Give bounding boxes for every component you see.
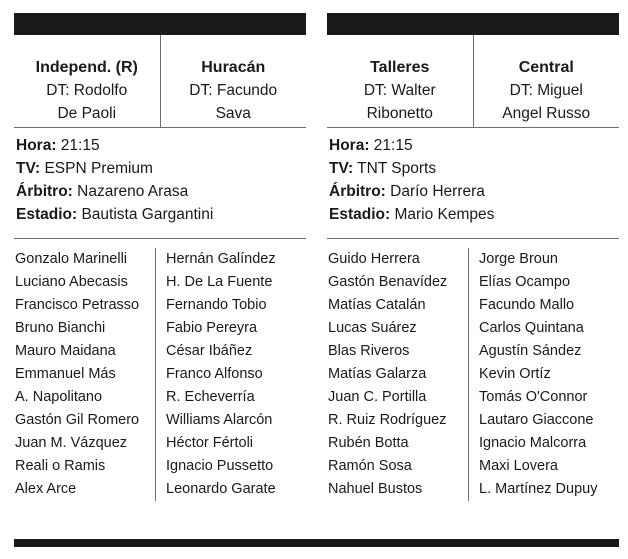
stadium: Mario Kempes [394,206,495,223]
player: Fernando Tobio [166,297,267,313]
away-coach-line2: Sava [215,105,251,122]
teams-header [14,35,306,128]
player: Matías Catalán [328,297,426,313]
home-team-name: Talleres [370,59,430,76]
referee-row [14,180,306,203]
player: Kevin Ortíz [479,366,551,382]
home-lineup [327,248,468,501]
player: Williams Alarcón [166,412,273,428]
player: Agustín Sández [479,343,582,359]
player: Reali o Ramis [15,458,106,474]
footer-bar [14,539,619,547]
match-info [14,128,306,239]
player: Ignacio Pussetto [166,458,274,474]
match-info [327,128,619,239]
player: Gonzalo Marinelli [15,251,128,267]
player: Gastón Benavídez [328,274,448,290]
stadium: Bautista Gargantini [81,206,214,223]
player: Lautaro Giaccone [479,412,594,428]
player: Maxi Lovera [479,458,558,474]
player: Luciano Abecasis [15,274,128,290]
player: L. Martínez Dupuy [479,481,598,497]
player: Jorge Broun [479,251,558,267]
stadium-label: Estadio: [329,206,391,223]
home-coach-line2: De Paoli [57,105,117,122]
away-lineup [155,248,306,501]
player: Tomás O'Connor [479,389,588,405]
kickoff-time-label: Hora: [329,137,370,154]
referee-label: Árbitro: [16,183,73,200]
lineups [14,239,306,501]
away-lineup [468,248,619,501]
tv-label: TV: [16,160,41,177]
player: Francisco Petrasso [15,297,140,313]
header-bar [327,13,619,35]
player: Matías Galarza [328,366,427,382]
player: Leonardo Garate [166,481,276,497]
tv-row [327,157,619,180]
match-card-talleres-central [327,13,619,501]
kickoff-time: 21:15 [60,137,100,154]
player: Guido Herrera [328,251,420,267]
referee: Darío Herrera [390,183,485,200]
player: Alex Arce [15,481,77,497]
tv-label: TV: [329,160,354,177]
home-team [327,35,473,127]
stadium-row [14,203,306,226]
match-card-independiente-huracan [14,13,306,501]
home-coach-line2: Ribonetto [366,105,433,122]
player: Elías Ocampo [479,274,571,290]
referee-label: Árbitro: [329,183,386,200]
kickoff-time-label: Hora: [16,137,57,154]
away-coach-line1: DT: Miguel [509,82,583,99]
away-team [473,35,620,127]
player: Hernán Galíndez [166,251,276,267]
header-bar [14,13,306,35]
stadium-row [327,203,619,226]
kickoff-time-row [327,134,619,157]
player: Ramón Sosa [328,458,412,474]
player: Emmanuel Más [15,366,116,382]
home-lineup [14,248,155,501]
player: Juan C. Portilla [328,389,427,405]
player: Franco Alfonso [166,366,263,382]
player: H. De La Fuente [166,274,273,290]
player: A. Napolitano [15,389,103,405]
referee: Nazareno Arasa [77,183,189,200]
away-team-name: Huracán [201,59,266,76]
stadium-label: Estadio: [16,206,78,223]
player: Blas Riveros [328,343,410,359]
player: R. Ruiz Rodríguez [328,412,447,428]
player: Fabio Pereyra [166,320,258,336]
referee-row [327,180,619,203]
kickoff-time: 21:15 [373,137,413,154]
away-team-name: Central [518,59,574,76]
kickoff-time-row [14,134,306,157]
home-coach-line1: DT: Walter [363,82,436,99]
player: Juan M. Vázquez [15,435,128,451]
player: Mauro Maidana [15,343,116,359]
player: Nahuel Bustos [328,481,423,497]
tv-channel: TNT Sports [357,160,437,177]
player: César Ibáñez [166,343,253,359]
tv-row [14,157,306,180]
player: R. Echeverría [166,389,255,405]
player: Rubén Botta [328,435,409,451]
player: Lucas Suárez [328,320,417,336]
player: Carlos Quintana [479,320,584,336]
lineups [327,239,619,501]
home-team [14,35,160,127]
player: Facundo Mallo [479,297,575,313]
teams-header [327,35,619,128]
player: Gastón Gil Romero [15,412,140,428]
player: Ignacio Malcorra [479,435,587,451]
player: Bruno Bianchi [15,320,106,336]
home-team-name: Independ. (R) [35,59,138,76]
away-coach-line2: Angel Russo [502,105,591,122]
away-coach-line1: DT: Facundo [189,82,278,99]
home-coach-line1: DT: Rodolfo [46,82,128,99]
player: Héctor Fértoli [166,435,254,451]
away-team [160,35,307,127]
tv-channel: ESPN Premium [44,160,153,177]
